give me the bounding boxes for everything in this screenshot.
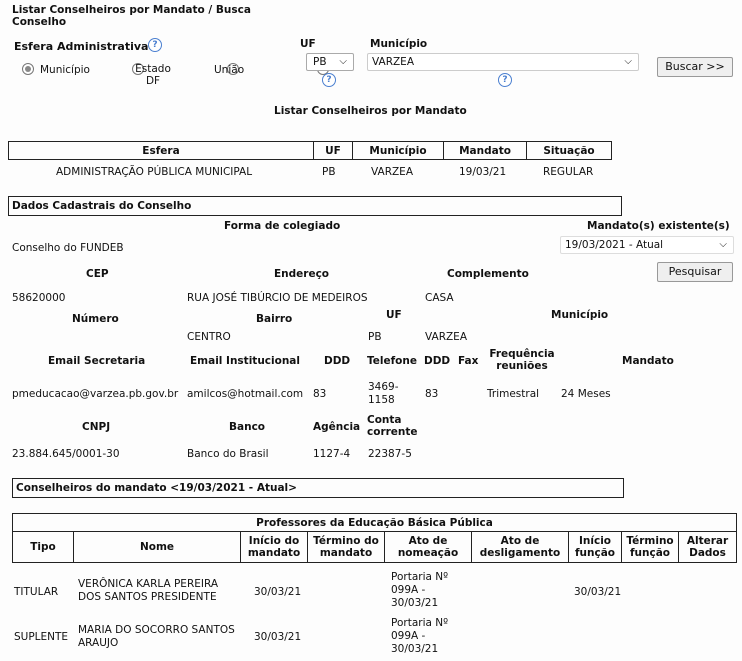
bairro-value: CENTRO xyxy=(187,331,231,343)
municipio-select[interactable] xyxy=(367,53,639,71)
frequencia-label: Frequência reuniões xyxy=(489,348,555,372)
agencia-value: 1127-4 xyxy=(313,448,351,460)
uf-label: UF xyxy=(300,38,316,50)
col-nome: Nome xyxy=(74,532,241,563)
endereco-label: Endereço xyxy=(274,268,330,280)
mandato-list-heading: Listar Conselheiros por Mandato xyxy=(274,105,467,117)
email-sec-value: pmeducacao@varzea.pb.gov.br xyxy=(12,388,179,400)
row2-nome: MARIA DO SOCORRO SANTOS ARAUJO xyxy=(78,624,235,649)
col-ato-desligamento: Ato de desligamento xyxy=(472,532,569,563)
radio-municipio-label: Município xyxy=(40,64,90,76)
col-termino-funcao: Término função xyxy=(622,532,679,563)
mandato-table xyxy=(8,141,612,160)
dados-section-title: Dados Cadastrais do Conselho xyxy=(8,196,622,216)
row1-inicio-funcao: 30/03/21 xyxy=(574,586,622,598)
row1-nome: VERÔNICA KARLA PEREIRA DOS SANTOS PRESIDENTE xyxy=(78,578,219,603)
telefone-value: 3469-1158 xyxy=(368,381,399,406)
col-termino: Término do mandato xyxy=(308,532,385,563)
conselheiros-table xyxy=(12,513,737,563)
mandato-row-municipio: VARZEA xyxy=(371,166,413,178)
forma-value: Conselho do FUNDEB xyxy=(12,242,124,254)
row1-tipo: TITULAR xyxy=(14,586,59,598)
radio-estado-label: Estado DF xyxy=(135,63,171,87)
municipio-label: Município xyxy=(370,38,428,50)
radio-municipio[interactable] xyxy=(22,63,34,75)
radio-uniao-label: União xyxy=(214,64,245,76)
mandato-duration-value: 24 Meses xyxy=(561,388,611,400)
email-sec-label: Email Secretaria xyxy=(48,355,146,367)
municipio-help-icon[interactable]: ? xyxy=(498,73,512,87)
col-tipo: Tipo xyxy=(13,532,74,563)
chevron-down-icon: ⌵ xyxy=(719,239,727,250)
esfera-label-text: Esfera Administrativa xyxy=(14,40,149,53)
cnpj-label: CNPJ xyxy=(82,421,111,433)
col-alterar: Alterar Dados xyxy=(679,532,737,563)
complemento-value: CASA xyxy=(425,292,454,304)
row2-ato-nomeacao: Portaria Nº 099A - 30/03/21 xyxy=(391,617,449,655)
endereco-value: RUA JOSÉ TIBÚRCIO DE MEDEIROS xyxy=(187,292,368,304)
pesquisar-button[interactable]: Pesquisar xyxy=(657,262,733,282)
complemento-label: Complemento xyxy=(447,268,529,280)
buscar-button[interactable]: Buscar >> xyxy=(657,57,733,77)
mandatos-label: Mandato(s) existente(s) xyxy=(587,220,730,232)
banco-value: Banco do Brasil xyxy=(187,448,269,460)
frequencia-value: Trimestral xyxy=(487,388,540,400)
conselheiros-section-title: Conselheiros do mandato <19/03/2021 - Atual> xyxy=(12,478,624,498)
conta-label: Conta corrente xyxy=(367,414,418,438)
col-municipio: Município xyxy=(353,142,444,160)
email-inst-value: amilcos@hotmail.com xyxy=(187,388,304,400)
mandato-row-situacao: REGULAR xyxy=(543,166,594,178)
forma-label: Forma de colegiado xyxy=(224,220,341,232)
page-title: Listar Conselheiros por Mandato / Busca Conselho xyxy=(12,4,251,28)
ddd-value: 83 xyxy=(313,388,327,400)
agencia-label: Agência xyxy=(313,421,361,433)
row2-tipo: SUPLENTE xyxy=(14,631,69,643)
row1-ato-nomeacao: Portaria Nº 099A - 30/03/21 xyxy=(391,571,449,609)
uf-value: PB xyxy=(368,331,382,343)
uf-data-label: UF xyxy=(386,309,402,321)
esfera-label xyxy=(14,40,148,53)
uf-help-icon[interactable]: ? xyxy=(322,73,336,87)
bairro-label: Bairro xyxy=(256,313,293,325)
ddd-fax-label: DDD xyxy=(424,355,451,367)
col-mandato: Mandato xyxy=(444,142,527,160)
fax-label: Fax xyxy=(458,355,479,367)
municipio-select-value: VARZEA xyxy=(372,56,414,68)
mandato-select-value: 19/03/2021 - Atual xyxy=(565,239,664,251)
col-inicio: Início do mandato xyxy=(241,532,308,563)
conta-value: 22387-5 xyxy=(368,448,412,460)
row2-inicio: 30/03/21 xyxy=(254,631,302,643)
col-inicio-funcao: Início função xyxy=(569,532,622,563)
cnpj-value: 23.884.645/0001-30 xyxy=(12,448,120,460)
banco-label: Banco xyxy=(229,421,266,433)
mandato-row-esfera[interactable]: ADMINISTRAÇÃO PÚBLICA MUNICIPAL xyxy=(56,166,253,178)
chevron-down-icon: ⌵ xyxy=(624,56,632,67)
ddd-label: DDD xyxy=(324,355,351,367)
col-situacao: Situação xyxy=(527,142,612,160)
mandato-row-uf: PB xyxy=(322,166,336,178)
mandato-row-mandato: 19/03/21 xyxy=(459,166,507,178)
cep-value: 58620000 xyxy=(12,292,66,304)
numero-label: Número xyxy=(72,313,119,325)
mandato-duration-label: Mandato xyxy=(622,355,674,367)
ddd-fax-value: 83 xyxy=(425,388,439,400)
col-uf: UF xyxy=(314,142,353,160)
uf-select[interactable] xyxy=(306,53,354,71)
cep-label: CEP xyxy=(86,268,109,280)
col-esfera: Esfera xyxy=(9,142,314,160)
chevron-down-icon: ⌵ xyxy=(339,56,347,67)
municipio-data-label: Município xyxy=(551,309,609,321)
help-icon[interactable]: ? xyxy=(148,38,162,52)
col-ato-nomeacao: Ato de nomeação xyxy=(385,532,472,563)
telefone-label: Telefone xyxy=(367,355,417,367)
group-title: Professores da Educação Básica Pública xyxy=(13,514,737,532)
municipio-value: VARZEA xyxy=(425,331,467,343)
row1-inicio: 30/03/21 xyxy=(254,586,302,598)
mandato-select[interactable] xyxy=(560,236,734,254)
email-inst-label: Email Institucional xyxy=(190,355,300,367)
uf-select-value: PB xyxy=(313,56,327,68)
